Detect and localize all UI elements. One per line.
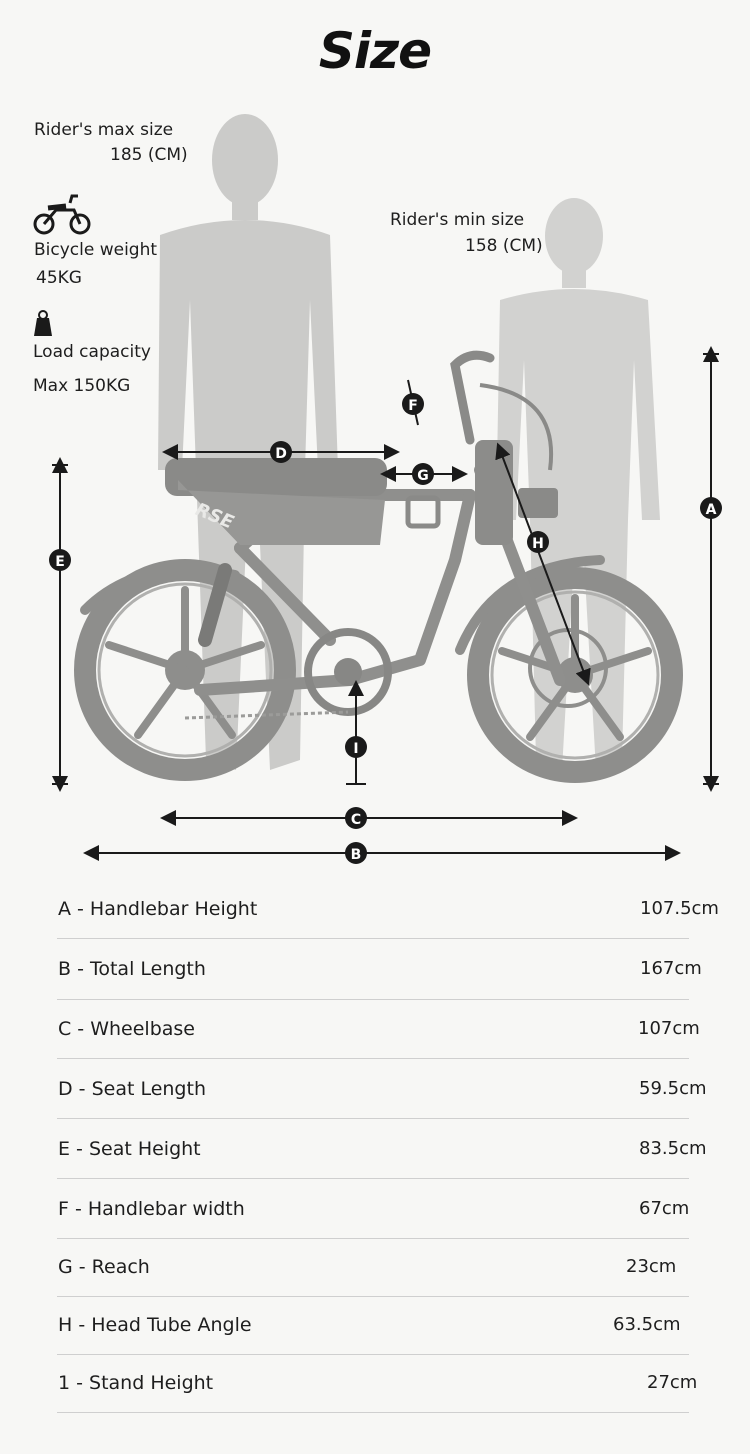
svg-text:F: F	[408, 398, 418, 414]
marker-b	[345, 842, 367, 864]
front-wheel	[478, 578, 672, 772]
load-capacity-label: Load capacity	[33, 342, 151, 362]
spec-label: B - Total Length	[58, 958, 206, 980]
marker-a	[700, 497, 722, 519]
spec-label: F - Handlebar width	[58, 1198, 245, 1220]
rider-max-value: 185 (CM)	[110, 145, 188, 165]
page-title: Size	[318, 22, 432, 80]
marker-h	[527, 531, 549, 553]
rider-min-value: 158 (CM)	[465, 236, 543, 256]
rider-max-label: Rider's max size	[34, 120, 174, 140]
svg-text:H: H	[532, 536, 544, 552]
spec-value: 27cm	[647, 1372, 698, 1393]
spec-row	[57, 1354, 698, 1413]
load-capacity-value: Max 150KG	[33, 376, 131, 396]
spec-row	[57, 1180, 689, 1239]
svg-text:G: G	[417, 468, 429, 484]
spec-label: C - Wheelbase	[58, 1018, 195, 1040]
spec-row	[57, 880, 719, 939]
svg-text:E: E	[55, 554, 65, 570]
svg-text:C: C	[350, 812, 362, 828]
spec-value: 59.5cm	[639, 1078, 707, 1099]
spec-value: 23cm	[626, 1256, 677, 1277]
bicycle-weight-label: Bicycle weight	[34, 240, 158, 260]
weight-icon	[34, 311, 52, 336]
bicycle-icon	[35, 196, 89, 233]
marker-d	[270, 441, 292, 463]
spec-value: 67cm	[639, 1198, 690, 1219]
spec-value: 107cm	[638, 1018, 700, 1039]
spec-label: D - Seat Length	[58, 1078, 206, 1100]
spec-row	[57, 1238, 689, 1297]
bicycle-weight-value: 45KG	[36, 268, 82, 288]
bike-brand-logo: RSE	[192, 499, 237, 534]
spec-row	[57, 1296, 689, 1355]
spec-row	[57, 940, 702, 1000]
spec-label: A - Handlebar Height	[58, 898, 258, 920]
svg-text:D: D	[275, 446, 287, 462]
svg-text:I: I	[353, 741, 359, 757]
spec-value: 63.5cm	[613, 1314, 681, 1335]
spec-row	[57, 1060, 707, 1119]
spec-value: 107.5cm	[640, 898, 719, 919]
spec-value: 167cm	[640, 958, 702, 979]
marker-i	[345, 736, 367, 758]
marker-g	[412, 463, 434, 485]
spec-label: H - Head Tube Angle	[58, 1314, 252, 1336]
marker-e	[49, 549, 71, 571]
spec-label: G - Reach	[58, 1256, 150, 1278]
marker-f	[402, 393, 424, 415]
spec-row	[57, 1000, 700, 1059]
spec-value: 83.5cm	[639, 1138, 707, 1159]
svg-text:A: A	[705, 502, 717, 518]
spec-row	[57, 1120, 707, 1179]
rear-wheel	[85, 570, 285, 770]
rider-min-label: Rider's min size	[390, 210, 525, 230]
spec-label: E - Seat Height	[58, 1138, 201, 1160]
svg-text:B: B	[350, 847, 362, 863]
spec-label: 1 - Stand Height	[58, 1372, 214, 1394]
marker-c	[345, 807, 367, 829]
